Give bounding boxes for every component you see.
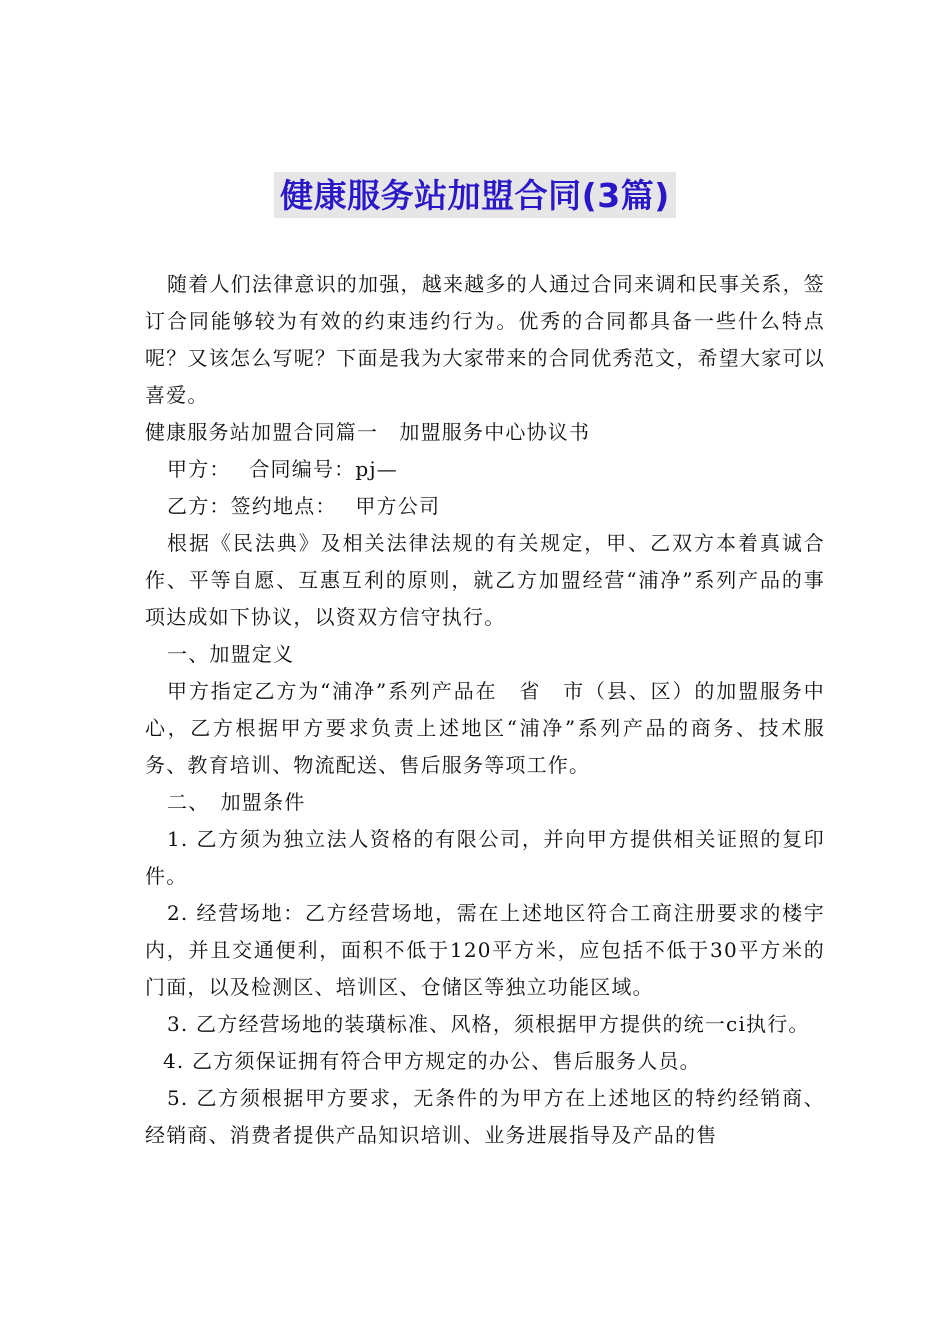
section-heading-conditions: 二、 加盟条件 — [167, 790, 306, 814]
title-container — [0, 172, 950, 218]
condition-item-1: 1. 乙方须为独立法人资格的有限公司，并向甲方提供相关证照的复印件。 — [145, 827, 825, 888]
condition-item-3: 3. 乙方经营场地的装璜标准、风格，须根据甲方提供的统一ci执行。 — [167, 1012, 810, 1036]
section-heading-chapter-one: 健康服务站加盟合同篇一 加盟服务中心协议书 — [145, 420, 591, 444]
party-a-line: 甲方： 合同编号：pj— — [167, 457, 398, 481]
party-b-line: 乙方：签约地点： 甲方公司 — [167, 494, 441, 518]
condition-item-2: 2. 经营场地：乙方经营场地，需在上述地区符合工商注册要求的楼宇内，并且交通便利，面积不低于120平方米，应包括不低于30平方米的门面，以及检测区、培训区、仓储区等独立功能区域。 — [145, 901, 825, 999]
definition-paragraph: 甲方指定乙方为“浦净”系列产品在 省 市（县、区）的加盟服务中心，乙方根据甲方要求负责上述地区“浦净”系列产品的商务、技术服务、教育培训、物流配送、售后服务等项工作。 — [145, 679, 825, 777]
intro-paragraph: 随着人们法律意识的加强，越来越多的人通过合同来调和民事关系，签订合同能够较为有效的约束违约行为。优秀的合同都具备一些什么特点呢？又该怎么写呢？下面是我为大家带来的合同优秀范文，希望大家可以喜爱。 — [145, 272, 825, 407]
agreement-basis-paragraph: 根据《民法典》及相关法律法规的有关规定，甲、乙双方本着真诚合作、平等自愿、互惠互利的原则，就乙方加盟经营“浦净”系列产品的事项达成如下协议，以资双方信守执行。 — [145, 531, 825, 629]
document-title: 健康服务站加盟合同(3篇) — [274, 172, 676, 218]
condition-item-5: 5. 乙方须根据甲方要求，无条件的为甲方在上述地区的特约经销商、经销商、消费者提供产品知识培训、业务进展指导及产品的售 — [145, 1086, 825, 1147]
document-body — [145, 266, 825, 1154]
section-heading-definition: 一、加盟定义 — [167, 642, 295, 666]
condition-item-4: 4. 乙方须保证拥有符合甲方规定的办公、售后服务人员。 — [163, 1049, 701, 1073]
